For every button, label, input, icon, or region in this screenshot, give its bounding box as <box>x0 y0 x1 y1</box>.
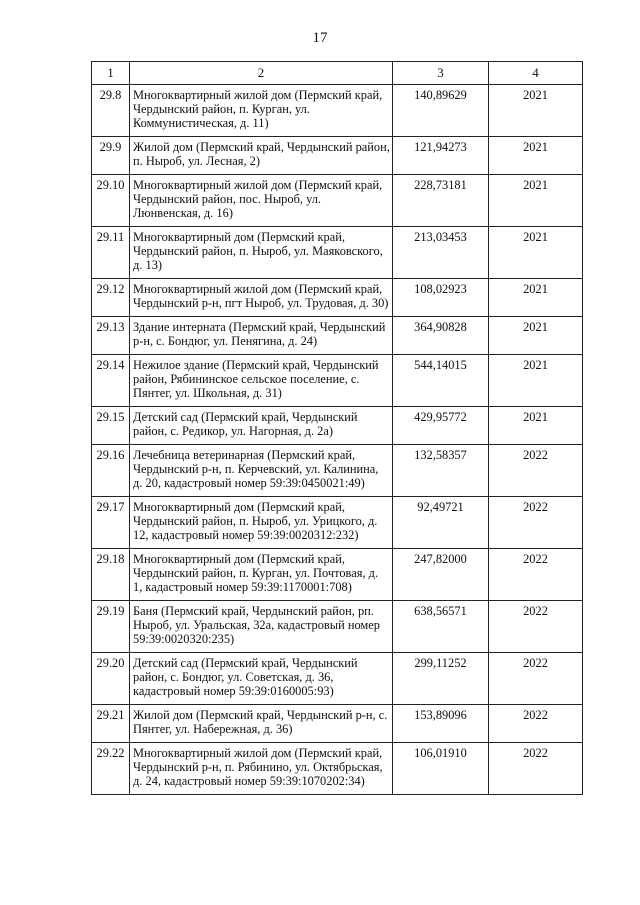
row-number: 29.8 <box>92 85 130 137</box>
table-row <box>92 175 583 227</box>
object-description: Многоквартирный жилой дом (Пермский край, Чердынский район, п. Курган, ул. Коммунистическая, д. 11) <box>130 85 393 137</box>
year-value: 2021 <box>489 317 583 355</box>
object-description: Нежилое здание (Пермский край, Чердынский район, Рябининское сельское поселение, с. Пянтег, ул. Школьная, д. 31) <box>130 355 393 407</box>
column-header-2: 2 <box>130 62 393 85</box>
year-value: 2022 <box>489 743 583 795</box>
table-row <box>92 601 583 653</box>
year-value: 2022 <box>489 445 583 497</box>
page-number: 17 <box>312 30 328 46</box>
year-value: 2022 <box>489 705 583 743</box>
table-row <box>92 445 583 497</box>
area-value: 106,01910 <box>393 743 489 795</box>
year-value: 2021 <box>489 175 583 227</box>
area-value: 247,82000 <box>393 549 489 601</box>
year-value: 2022 <box>489 497 583 549</box>
area-value: 92,49721 <box>393 497 489 549</box>
row-number: 29.19 <box>92 601 130 653</box>
row-number: 29.20 <box>92 653 130 705</box>
object-description: Многоквартирный дом (Пермский край, Чердынский район, п. Ныроб, ул. Урицкого, д. 12, кадастровый номер 59:39:0020312:232) <box>130 497 393 549</box>
row-number: 29.12 <box>92 279 130 317</box>
table-row <box>92 85 583 137</box>
object-description: Многоквартирный жилой дом (Пермский край, Чердынский р-н, п. Рябинино, ул. Октябрьская, д. 24, кадастровый номер 59:39:1070202:34) <box>130 743 393 795</box>
column-header-3: 3 <box>393 62 489 85</box>
area-value: 228,73181 <box>393 175 489 227</box>
table-row <box>92 317 583 355</box>
row-number: 29.13 <box>92 317 130 355</box>
row-number: 29.22 <box>92 743 130 795</box>
table-row <box>92 497 583 549</box>
table-row <box>92 355 583 407</box>
row-number: 29.16 <box>92 445 130 497</box>
area-value: 121,94273 <box>393 137 489 175</box>
year-value: 2021 <box>489 279 583 317</box>
object-description: Многоквартирный дом (Пермский край, Чердынский район, п. Ныроб, ул. Маяковского, д. 13) <box>130 227 393 279</box>
row-number: 29.14 <box>92 355 130 407</box>
year-value: 2021 <box>489 407 583 445</box>
area-value: 140,89629 <box>393 85 489 137</box>
year-value: 2022 <box>489 549 583 601</box>
row-number: 29.10 <box>92 175 130 227</box>
year-value: 2021 <box>489 85 583 137</box>
object-description: Детский сад (Пермский край, Чердынский район, с. Редикор, ул. Нагорная, д. 2а) <box>130 407 393 445</box>
table-row <box>92 549 583 601</box>
object-description: Многоквартирный жилой дом (Пермский край, Чердынский район, пос. Ныроб, ул. Люнвенская, д. 16) <box>130 175 393 227</box>
registry-table <box>91 61 583 795</box>
year-value: 2021 <box>489 137 583 175</box>
table-row <box>92 653 583 705</box>
column-header-4: 4 <box>489 62 583 85</box>
object-description: Жилой дом (Пермский край, Чердынский р-н, с. Пянтег, ул. Набережная, д. 36) <box>130 705 393 743</box>
year-value: 2021 <box>489 355 583 407</box>
year-value: 2022 <box>489 601 583 653</box>
row-number: 29.21 <box>92 705 130 743</box>
table-row <box>92 227 583 279</box>
area-value: 429,95772 <box>393 407 489 445</box>
row-number: 29.15 <box>92 407 130 445</box>
object-description: Баня (Пермский край, Чердынский район, рп. Ныроб, ул. Уральская, 32а, кадастровый номер 59:39:0020320:235) <box>130 601 393 653</box>
row-number: 29.11 <box>92 227 130 279</box>
row-number: 29.9 <box>92 137 130 175</box>
area-value: 132,58357 <box>393 445 489 497</box>
area-value: 638,56571 <box>393 601 489 653</box>
object-description: Детский сад (Пермский край, Чердынский район, с. Бондюг, ул. Советская, д. 36, кадастровый номер 59:39:0160005:93) <box>130 653 393 705</box>
table-header-row <box>92 62 583 85</box>
object-description: Многоквартирный дом (Пермский край, Чердынский район, п. Курган, ул. Почтовая, д. 1, кадастровый номер 59:39:1170001:708) <box>130 549 393 601</box>
year-value: 2021 <box>489 227 583 279</box>
row-number: 29.17 <box>92 497 130 549</box>
object-description: Здание интерната (Пермский край, Чердынский р-н, с. Бондюг, ул. Пенягина, д. 24) <box>130 317 393 355</box>
column-header-1: 1 <box>92 62 130 85</box>
area-value: 299,11252 <box>393 653 489 705</box>
row-number: 29.18 <box>92 549 130 601</box>
table-row <box>92 743 583 795</box>
table-row <box>92 407 583 445</box>
object-description: Многоквартирный жилой дом (Пермский край, Чердынский р-н, пгт Ныроб, ул. Трудовая, д. 30) <box>130 279 393 317</box>
table-row <box>92 279 583 317</box>
table-row <box>92 705 583 743</box>
object-description: Жилой дом (Пермский край, Чердынский район, п. Ныроб, ул. Лесная, 2) <box>130 137 393 175</box>
area-value: 153,89096 <box>393 705 489 743</box>
table-row <box>92 137 583 175</box>
area-value: 544,14015 <box>393 355 489 407</box>
area-value: 213,03453 <box>393 227 489 279</box>
object-description: Лечебница ветеринарная (Пермский край, Чердынский р-н, п. Керчевский, ул. Калинина, д. 20, кадастровый номер 59:39:0450021:49) <box>130 445 393 497</box>
area-value: 108,02923 <box>393 279 489 317</box>
year-value: 2022 <box>489 653 583 705</box>
area-value: 364,90828 <box>393 317 489 355</box>
